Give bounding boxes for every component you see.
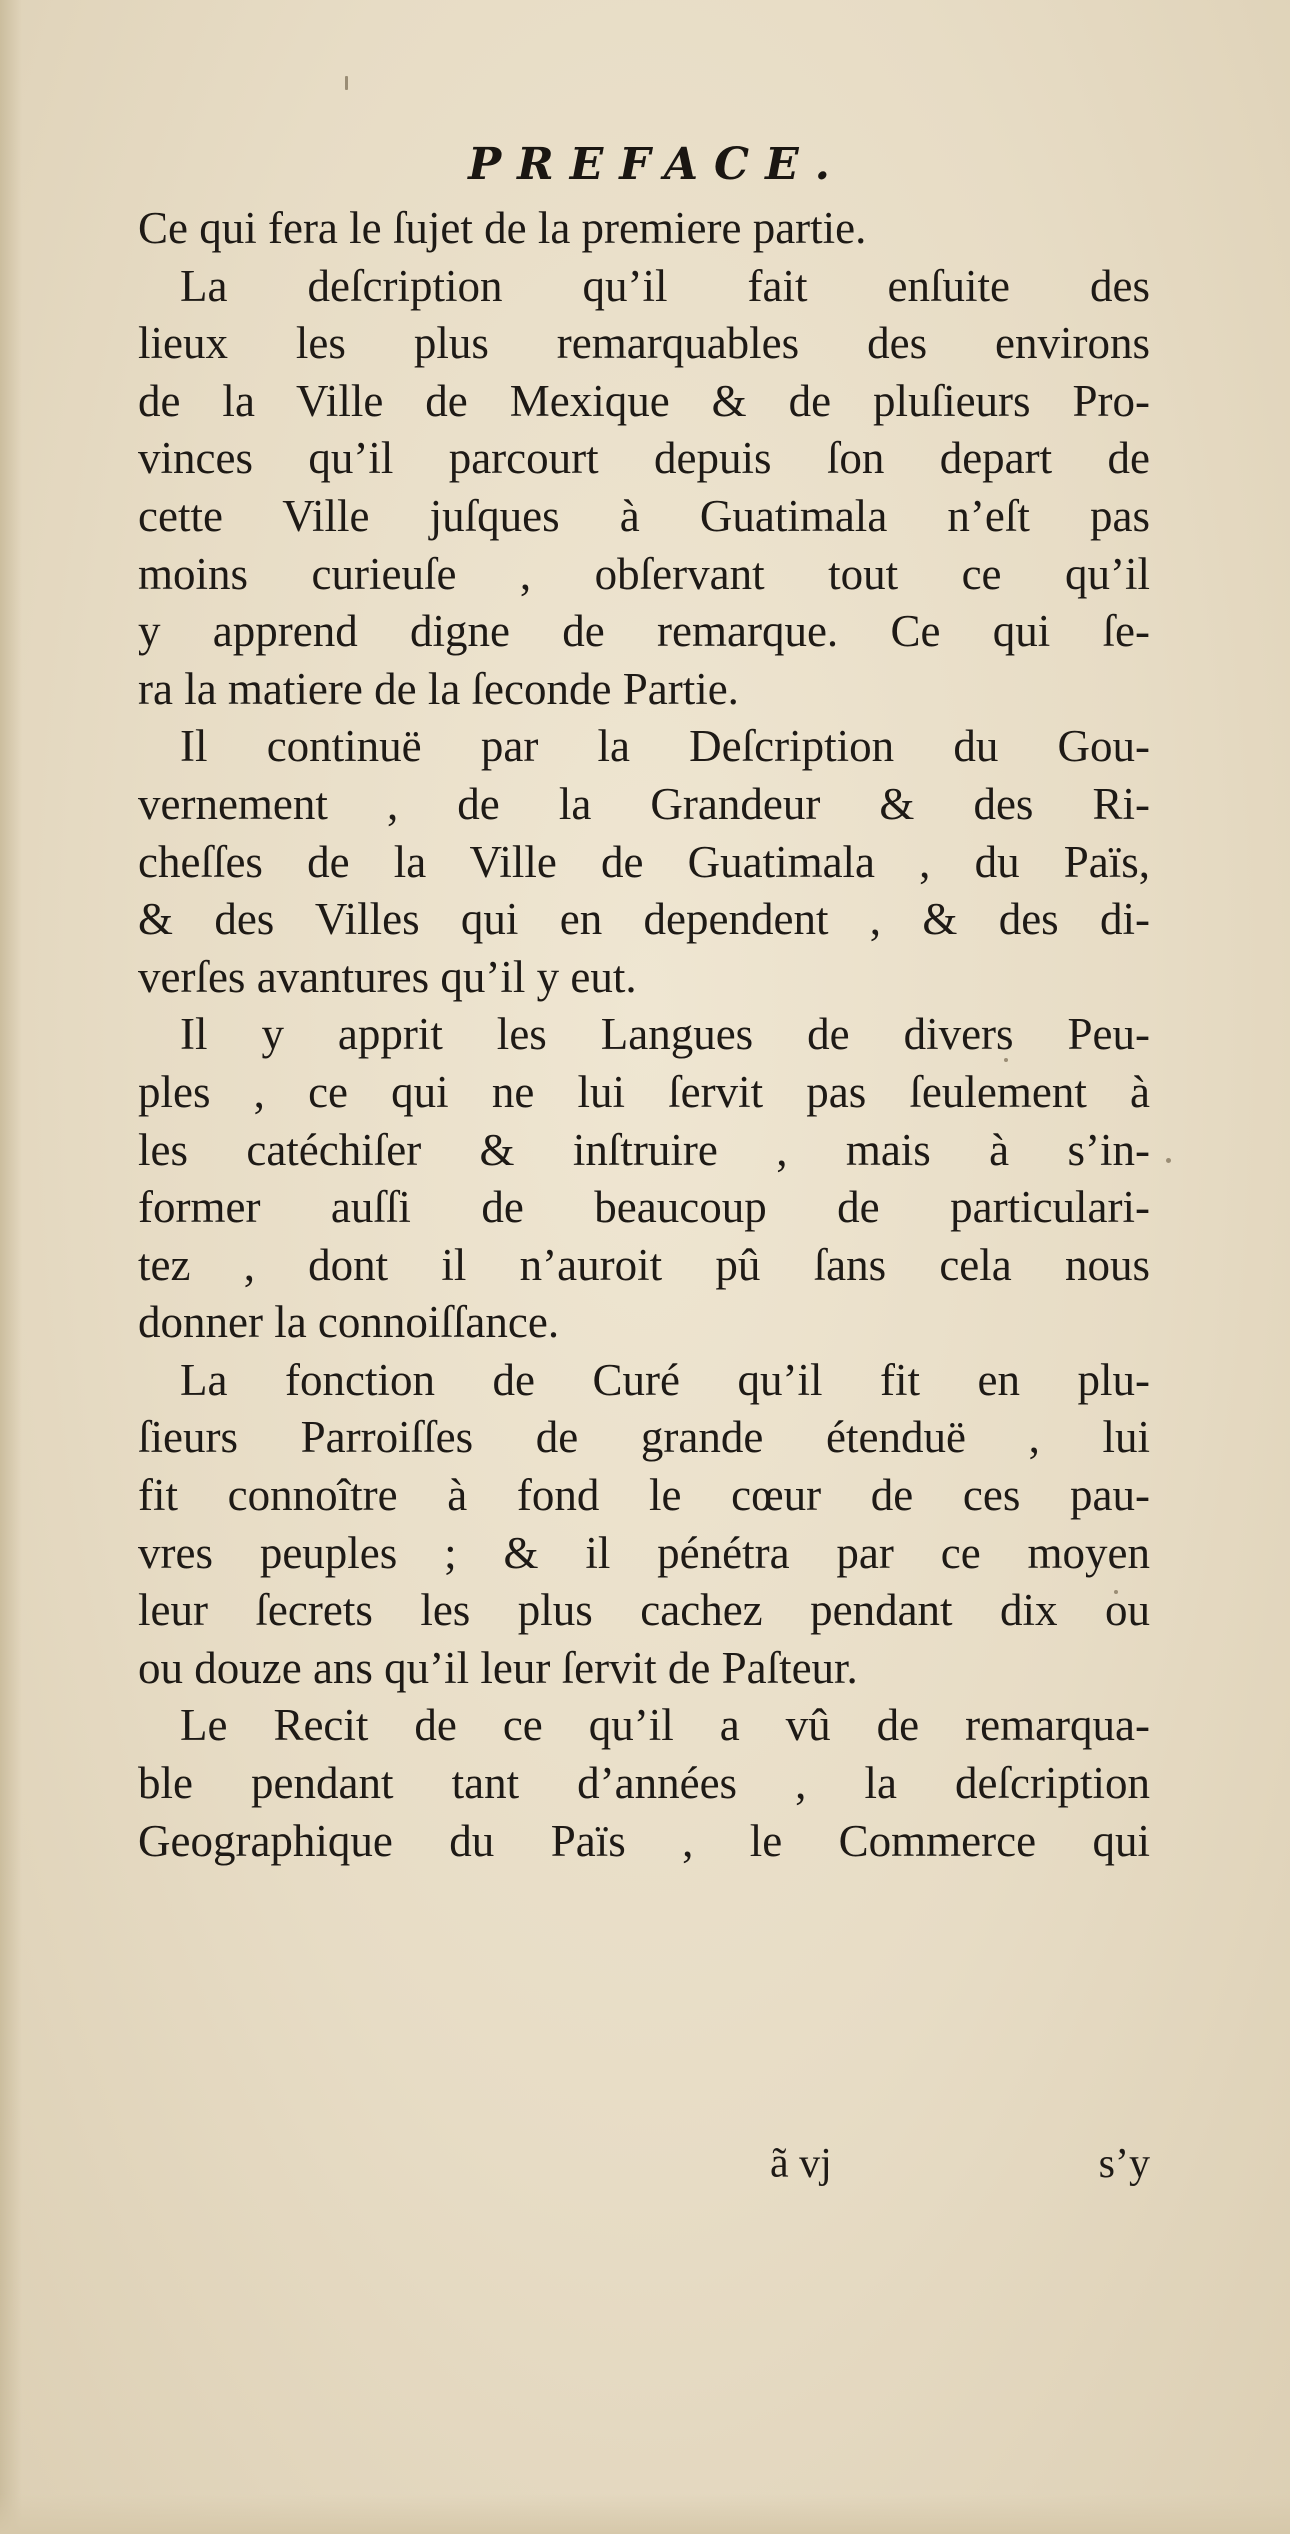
text-line: Il y apprit les Langues de divers Peu- [180, 1009, 1150, 1060]
catchline [138, 2140, 1150, 2200]
text-line: Il continuë par la Deſcription du Gou- [180, 721, 1150, 772]
text-line: donner la connoiſſance. [138, 1297, 560, 1348]
signature-mark: ã vj [770, 2141, 832, 2187]
text-line: y apprend digne de remarque. Ce qui ſe- [138, 606, 1150, 657]
body-text [138, 200, 1150, 1870]
text-line: ou douze ans qu’il leur ſervit de Paſteur. [138, 1642, 858, 1693]
text-line: ra la matiere de la ſeconde Partie. [138, 663, 739, 714]
page-shadow-bottom [0, 2494, 1290, 2534]
text-line: Geographique du Païs , le Commerce qui [138, 1815, 1150, 1866]
text-line: verſes avantures qu’il y eut. [138, 951, 637, 1002]
text-line: ſieurs Parroiſſes de grande étenduë , lui [138, 1412, 1150, 1463]
text-line: vernement , de la Grandeur & des Ri- [138, 778, 1150, 829]
catchword: s’y [1098, 2141, 1150, 2187]
text-line: lieux les plus remarquables des environs [138, 318, 1150, 369]
text-line: tez , dont il n’auroit pû ſans cela nous [138, 1239, 1150, 1290]
text-line: cette Ville juſques à Guatimala n’eſt pas [138, 490, 1150, 541]
text-line: cheſſes de la Ville de Guatimala , du Païs, [138, 836, 1150, 887]
text-line: vinces qu’il parcourt depuis ſon depart de [138, 433, 1150, 484]
page-shadow-left [0, 0, 22, 2534]
text-line: Le Recit de ce qu’il a vû de remarqua- [180, 1700, 1150, 1751]
text-line: La deſcription qu’il fait enſuite des [180, 260, 1150, 311]
text-line: & des Villes qui en dependent , & des di- [138, 894, 1150, 945]
text-line: moins curieuſe , obſervant tout ce qu’il [138, 548, 1150, 599]
text-line: ble pendant tant d’années , la deſcription [138, 1758, 1150, 1809]
text-line: ples , ce qui ne lui ſervit pas ſeulement à [138, 1066, 1150, 1117]
text-line: Ce qui fera le ſujet de la premiere partie. [138, 203, 867, 253]
text-line: les catéchiſer & inſtruire , mais à s’in- [138, 1124, 1150, 1175]
text-line: former auſſi de beaucoup de particulari- [138, 1182, 1150, 1233]
text-line: leur ſecrets les plus cachez pendant dix ou [138, 1585, 1150, 1636]
paper-speck [1166, 1158, 1171, 1163]
page-text-block [138, 130, 1150, 1870]
text-line: de la Ville de Mexique & de pluſieurs Pro- [138, 375, 1150, 426]
running-head: PREFACE. [468, 139, 846, 190]
paper-speck [345, 76, 348, 90]
text-line: fit connoître à fond le cœur de ces pau- [138, 1470, 1150, 1521]
text-line: vres peuples ; & il pénétra par ce moyen [138, 1527, 1150, 1578]
text-line: La fonction de Curé qu’il fit en plu- [180, 1354, 1150, 1405]
